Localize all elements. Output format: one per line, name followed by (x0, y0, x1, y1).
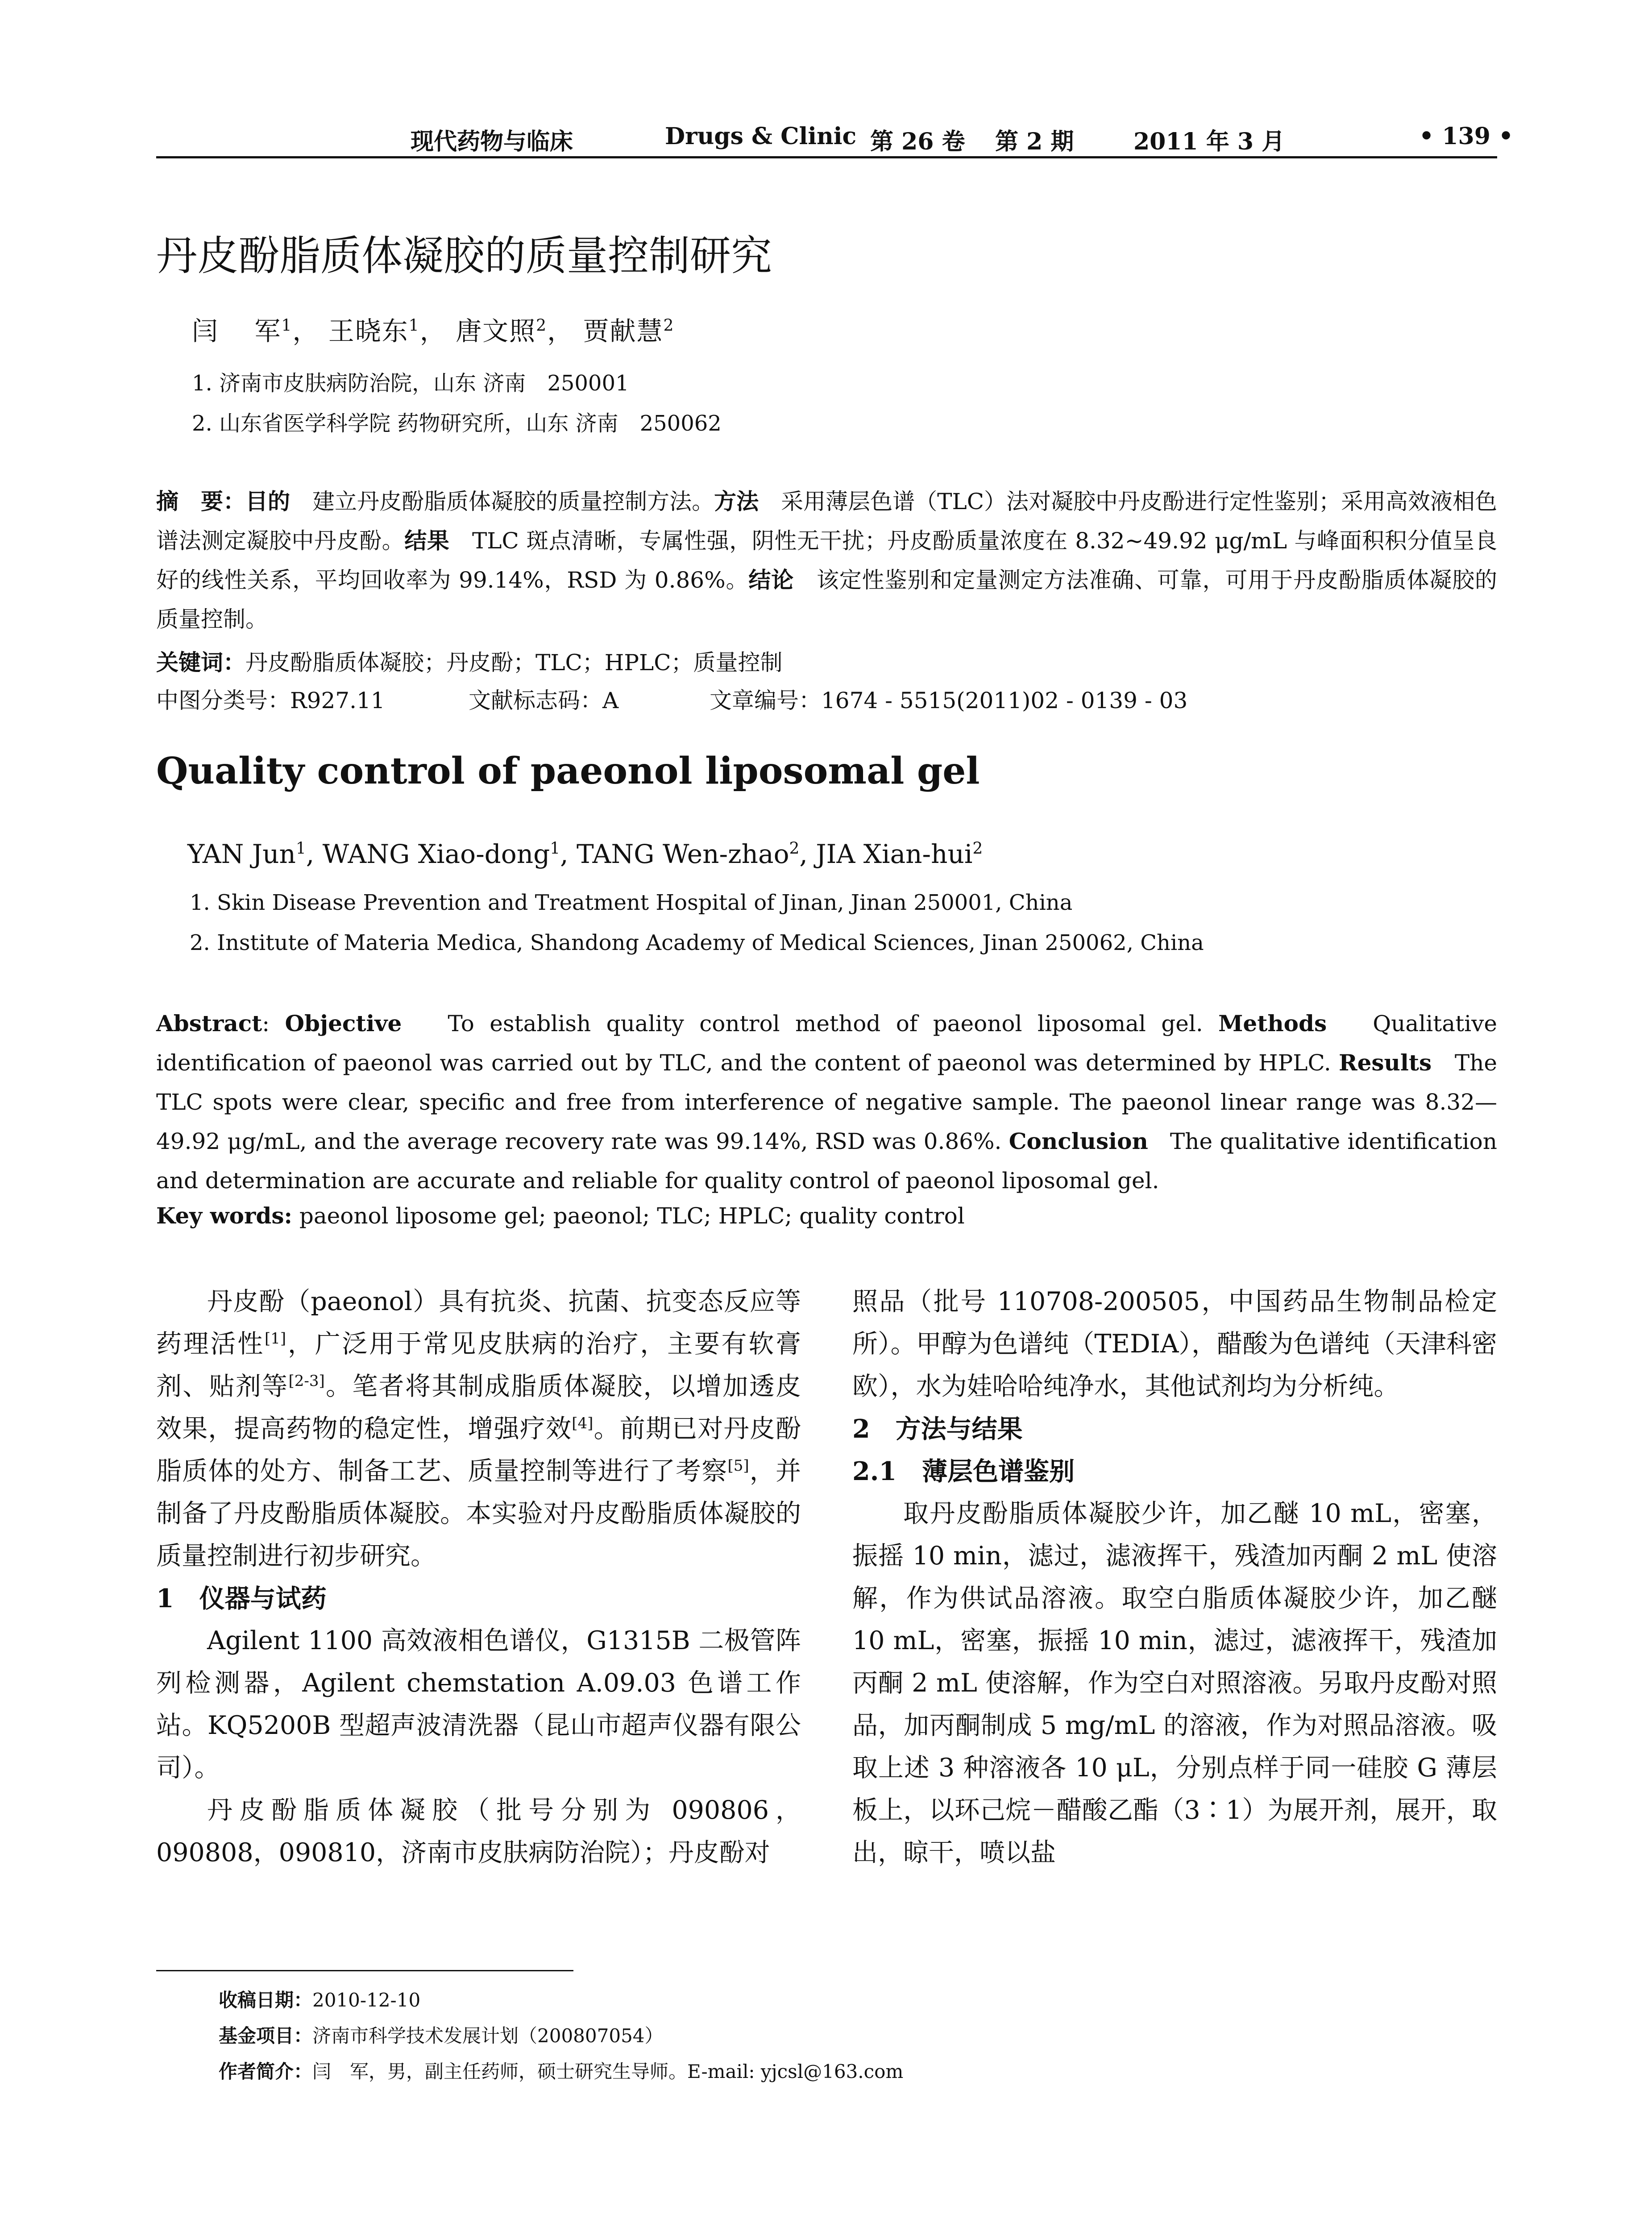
intro-text: ，并制备了丹皮酚脂质体凝胶。本实验对丹皮酚脂质体凝胶的质量控制进行初步研究。 (156, 1456, 801, 1571)
author-separator: , (799, 839, 816, 869)
objective-text: To establish quality control method of paeonol liposomal gel. (448, 1011, 1203, 1037)
affiliation-en-1: 1. Skin Disease Prevention and Treatment Hospital of Jinan, Jinan 250001, China (190, 890, 1073, 915)
article-number: 文章编号：1674 - 5515(2011)02 - 0139 - 03 (710, 688, 1188, 713)
author-name: TANG Wen-zhao (577, 839, 789, 869)
results-label: Results (1339, 1049, 1432, 1076)
author-affil-mark: 2 (972, 839, 983, 858)
header-rule (156, 156, 1497, 158)
volume: 第 26 卷 (870, 128, 965, 155)
issue: 第 2 期 (995, 128, 1074, 155)
affiliation-en-2: 2. Institute of Materia Medica, Shandong Academy of Medical Sciences, Jinan 250062, China (190, 930, 1204, 955)
footnote-label: 收稿日期： (219, 1989, 313, 2011)
abstract-cn (156, 482, 1497, 639)
objective-label: Objective (285, 1010, 402, 1037)
keywords-text: paeonol liposome gel; paeonol; TLC; HPLC; quality control (292, 1203, 965, 1229)
footnote-label: 作者简介： (219, 2061, 313, 2082)
intro-text: 。前期已对丹皮酚脂质体的处方、制备工艺、质量控制等进行了考察 (156, 1414, 801, 1486)
footnote-fund (219, 2021, 664, 2048)
author-affil-mark: 2 (789, 839, 800, 858)
objective-text: 建立丹皮酚脂质体凝胶的质量控制方法。 (290, 489, 714, 514)
intro-text: ，广泛用于常见皮肤病的治疗，主要有软膏剂、贴剂等 (156, 1329, 801, 1401)
footnote-author (219, 2057, 903, 2084)
footnote-received (219, 1986, 420, 2012)
abstract-en: Abstract: Objective To establish quality control method of paeonol liposomal gel. Methods Qualitative identification of paeonol was carried out by TLC, and the content of paeonol was determined by HPLC. Results The TLC spots were clear, specific and free from interference of negative sample. The paeonol linear range was 8.32—49.92 μg/mL, and the average recovery rate was 99.14%, RSD was 0.86%. Conclusion The qualitative identification and determination are accurate and reliable for quality control of paeonol liposomal gel. (156, 1010, 1497, 1194)
keywords-cn (156, 645, 783, 677)
affiliation-cn-1: 1. 济南市皮肤病防治院，山东 济南 250001 (192, 371, 629, 396)
author-affil-mark: 2 (536, 316, 548, 335)
results-label: 结果 (404, 527, 450, 554)
title-cn: 丹皮酚脂质体凝胶的质量控制研究 (156, 232, 772, 280)
document-code: 文献标志码：A (469, 688, 619, 713)
author-affil-mark: 2 (663, 316, 675, 335)
author-affil-mark: 1 (408, 316, 420, 335)
abstract-label: 摘 要： (156, 488, 246, 514)
author-separator: , (306, 839, 323, 869)
body-column-right (852, 1281, 1497, 1874)
methods-label: Methods (1218, 1010, 1327, 1037)
subsection-heading: 2.1 薄层色谱鉴别 (852, 1456, 1075, 1486)
results-text: The TLC spots were clear, specific and free from interference of negative sample. The paeonol linear range was 8.32—49.92 μg/mL, and the average recovery rate was 99.14%, RSD was 0.86%. (156, 1050, 1497, 1154)
keywords-en (156, 1203, 965, 1229)
instruments-paragraph: Agilent 1100 高效液相色谱仪，G1315B 二极管阵列检测器，Agilent chemstation A.09.03 色谱工作站。KQ5200B 型超声波清洗器（昆山市超声仪器有限公司）。 (156, 1626, 801, 1783)
reagents-paragraph: 丹皮酚脂质体凝胶（批号分别为 090806，090808，090810，济南市皮肤病防治院）；丹皮酚对 (156, 1796, 801, 1867)
author-name: YAN Jun (187, 839, 296, 869)
footnote-text: 闫 军，男，副主任药师，硕士研究生导师。E-mail: yjcsl@163.com (312, 2061, 904, 2082)
author-affil-mark: 1 (295, 839, 306, 858)
author-affil-mark: 1 (550, 839, 560, 858)
reagents-continued: 照品（批号 110708-200505，中国药品生物制品检定所）。甲醇为色谱纯（TEDIA），醋酸为色谱纯（天津科密欧），水为娃哈哈纯净水，其他试剂均为分析纯。 (852, 1287, 1497, 1401)
citation: [4] (572, 1414, 594, 1432)
footnote-text: 2010-12-10 (312, 1989, 421, 2011)
keywords-text: 丹皮酚脂质体凝胶；丹皮酚；TLC；HPLC；质量控制 (245, 650, 783, 676)
author-name: WANG Xiao-dong (322, 839, 550, 869)
abstract-label: Abstract (156, 1010, 262, 1037)
intro-paragraph (156, 1281, 801, 1577)
citation: [1] (264, 1330, 286, 1348)
issue-date: 2011 年 3 月 (1133, 128, 1285, 155)
conclusion-label: Conclusion (1009, 1128, 1148, 1154)
results-text: TLC 斑点清晰，专属性强，阴性无干扰；丹皮酚质量浓度在 8.32~49.92 μg/mL 与峰面积积分值呈良好的线性关系，平均回收率为 99.14%，RSD 为 0.86%。 (156, 528, 1498, 593)
conclusion-text: The qualitative identification and determination are accurate and reliable for quality control of paeonol liposomal gel. (156, 1128, 1497, 1194)
journal-name-cn: 现代药物与临床 (411, 128, 573, 155)
section-heading: 1 仪器与试药 (156, 1584, 327, 1613)
author-affil-mark: 1 (281, 316, 293, 335)
title-en: Quality control of paeonol liposomal gel (156, 750, 980, 792)
keywords-label: Key words: (156, 1203, 292, 1229)
footnote-label: 基金项目： (219, 2025, 313, 2047)
footnote-rule (156, 1970, 573, 1971)
affiliation-cn-2: 2. 山东省医学科学院 药物研究所，山东 济南 250062 (192, 411, 722, 436)
author-name: 王晓东 (328, 316, 409, 346)
authors-en (187, 839, 983, 869)
methods-text: Qualitative identification of paeonol was carried out by TLC, and the content of paeonol was determined by HPLC. (156, 1011, 1497, 1076)
journal-name-en: Drugs & Clinic (665, 123, 857, 150)
methods-label: 方法 (714, 488, 759, 514)
authors-cn: 闫 军$^1$， 王晓东$^1$， 唐文照$^2$， 贾献慧$^2$ (192, 316, 675, 346)
objective-label: 目的 (245, 488, 291, 514)
keywords-label: 关键词： (156, 649, 245, 676)
citation: [2-3] (288, 1372, 325, 1390)
tlc-paragraph: 取丹皮酚脂质体凝胶少许，加乙醚 10 mL，密塞，振摇 10 min，滤过，滤液挥干，残渣加丙酮 2 mL 使溶解，作为供试品溶液。取空白脂质体凝胶少许，加乙醚 10 mL，密塞，振摇 10 min，滤过，滤液挥干，残渣加丙酮 2 mL 使溶解，作为空白对照溶液。另取丹皮酚对照品，加丙酮制成 5 mg/mL 的溶液，作为对照品溶液。吸取上述 3 种溶液各 10 μL，分别点样于同一硅胶 G 薄层板上，以环己烷－醋酸乙酯（3∶1）为展开剂，展开，取出，晾干，喷以盐 (852, 1499, 1497, 1867)
author-name: 贾献慧 (583, 316, 664, 346)
author-name: JIA Xian-hui (816, 839, 973, 869)
author-name: 唐文照 (456, 316, 536, 346)
citation: [5] (727, 1457, 749, 1475)
author-separator: , (560, 839, 577, 869)
section-heading: 2 方法与结果 (852, 1414, 1023, 1444)
conclusion-text: 该定性鉴别和定量测定方法准确、可靠，可用于丹皮酚脂质体凝胶的质量控制。 (156, 567, 1498, 632)
conclusion-label: 结论 (748, 567, 794, 593)
clc-number: 中图分类号：R927.11 (156, 688, 385, 713)
footnote-text: 济南市科学技术发展计划（200807054） (312, 2025, 664, 2047)
page-number: • 139 • (1419, 123, 1514, 150)
running-header (156, 118, 1514, 158)
author-name: 闫 军 (192, 316, 282, 346)
body-column-left (156, 1281, 801, 1874)
intro-text: 。笔者将其制成脂质体凝胶，以增加透皮效果，提高药物的稳定性，增强疗效 (156, 1372, 801, 1443)
methods-text: 采用薄层色谱（TLC）法对凝胶中丹皮酚进行定性鉴别；采用高效液相色谱法测定凝胶中丹皮酚。 (156, 489, 1498, 554)
intro-text: 丹皮酚（paeonol）具有抗炎、抗菌、抗变态反应等药理活性 (156, 1287, 801, 1359)
